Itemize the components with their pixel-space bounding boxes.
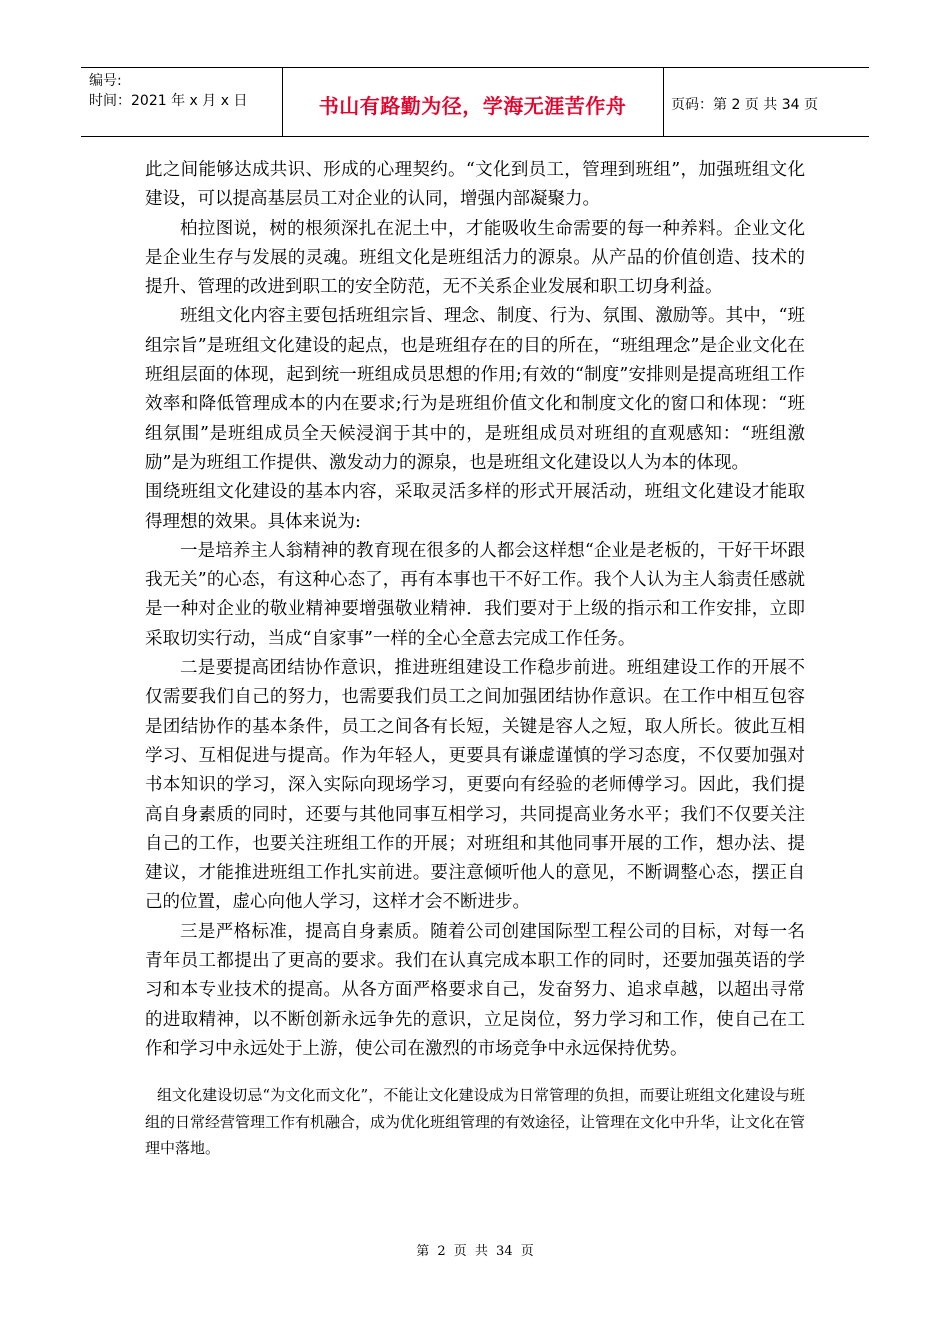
header-meta-cell (81, 68, 283, 136)
header-page-cell (663, 68, 869, 136)
document-number-label: 编号: (89, 73, 122, 89)
page-header (81, 67, 869, 137)
paragraph: 一是培养主人翁精神的教育现在很多的人都会这样想“企业是老板的，干好干坏跟我无关”的心态，有这种心态了，再有本事也干不好工作。我个人认为主人翁责任感就是一种对企业的敬业精神要增强敬业精神．我们要对于上级的指示和工作安排，立即采取切实行动，当成“自家事”一样的全心全意去完成工作任务。 (145, 540, 805, 649)
header-motto-cell (282, 68, 664, 136)
paragraph: 三是严格标准，提高自身素质。随着公司创建国际型工程公司的目标，对每一名青年员工都提出了更高的要求。我们在认真完成本职工作的同时，还要加强英语的学习和本专业技术的提高。从各方面严格要求自己，发奋努力、追求卓越，以超出寻常的进取精神，以不断创新永远争先的意识，立足岗位，努力学习和工作，使自己在工作和学习中永远处于上游，使公司在激烈的市场竞争中永远保持优势。 (145, 921, 805, 1059)
document-body (145, 156, 805, 1064)
paragraph: 班组文化内容主要包括班组宗旨、理念、制度、行为、氛围、激励等。其中，“班组宗旨”是班组文化建设的起点，也是班组存在的目的所在，“班组理念”是企业文化在班组层面的体现，起到统一班组成员思想的作用;有效的“制度”安排则是提高班组工作效率和降低管理成本的内在要求;行为是班组价值文化和制度文化的窗口和体现：“班组氛围”是班组成员全天候浸润于其中的，是班组成员对班组的直观感知：“班组激励”是为班组工作提供、激发动力的源泉，也是班组文化建设以人为本的体现。 (145, 306, 805, 473)
paragraph: 二是要提高团结协作意识，推进班组建设工作稳步前进。班组建设工作的开展不仅需要我们自己的努力，也需要我们员工之间加强团结协作意识。在工作中相互包容是团结协作的基本条件，员工之间各有长短，关键是容人之短，取人所长。彼此互相学习、互相促进与提高。作为年轻人，更要具有谦虚谨慎的学习态度，不仅要加强对书本知识的学习，深入实际向现场学习，更要向有经验的老师傅学习。因此，我们提高自身素质的同时，还要与其他同事互相学习，共同提高业务水平；我们不仅要关注自己的工作，也要关注班组工作的开展；对班组和其他同事开展的工作，想办法、提建议，才能推进班组工作扎实前进。要注意倾听他人的意见，不断调整心态，摆正自己的位置，虚心向他人学习，这样才会不断进步。 (145, 658, 805, 913)
closing-note (145, 1082, 805, 1162)
document-date: 时间：2021 年 x 月 x 日 (89, 93, 248, 109)
paragraph: 此之间能够达成共识、形成的心理契约。“文化到员工，管理到班组”，加强班组文化建设，可以提高基层员工对企业的认同，增强内部凝聚力。 (145, 160, 805, 210)
note-paragraph: 组文化建设切忌“为文化而文化”，不能让文化建设成为日常管理的负担，而要让班组文化建设与班组的日常经营管理工作有机融合，成为优化班组管理的有效途径，让管理在文化中升华，让文化在管理中落地。 (145, 1086, 806, 1157)
header-page-info: 页码：第 2 页 共 34 页 (671, 97, 818, 113)
paragraph: 围绕班组文化建设的基本内容，采取灵活多样的形式开展活动，班组文化建设才能取得理想的效果。具体来说为: (145, 482, 805, 532)
paragraph: 柏拉图说，树的根须深扎在泥土中，才能吸收生命需要的每一种养料。企业文化是企业生存与发展的灵魂。班组文化是班组活力的源泉。从产品的价值创造、技术的提升、管理的改进到职工的安全防范，无不关系企业发展和职工切身利益。 (145, 218, 805, 298)
page-footer: 第 2 页 共 34 页 (416, 1244, 534, 1259)
header-motto: 书山有路勤为径，学海无涯苦作舟 (318, 94, 627, 118)
